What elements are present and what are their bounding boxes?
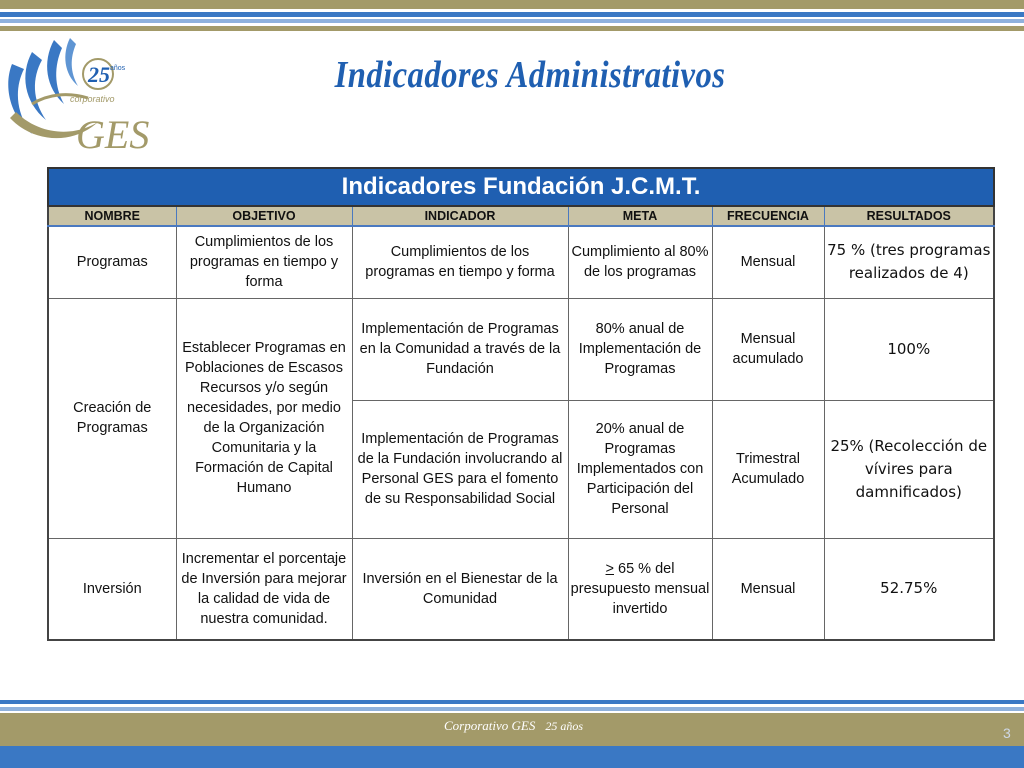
cell-resultados: 75 % (tres programas realizados de 4) — [824, 226, 994, 298]
column-header-resultados: RESULTADOS — [824, 206, 994, 226]
cell-resultados: 25% (Recolección de vívires para damnificados) — [824, 400, 994, 538]
cell-frecuencia: Trimestral Acumulado — [712, 400, 824, 538]
indicators-table-wrap — [47, 167, 993, 641]
column-header-indicador: INDICADOR — [352, 206, 568, 226]
table-header-row — [48, 206, 994, 226]
cell-frecuencia: Mensual acumulado — [712, 298, 824, 400]
cell-frecuencia: Mensual — [712, 226, 824, 298]
cell-meta: 20% anual de Programas Implementados con Participación del Personal — [568, 400, 712, 538]
bottom-decorative-band — [0, 700, 1024, 768]
page-number: 3 — [1003, 725, 1011, 741]
footer-anniversary: 25 años — [545, 719, 584, 733]
cell-resultados: 52.75% — [824, 538, 994, 640]
column-header-frecuencia: FRECUENCIA — [712, 206, 824, 226]
ges-logo — [2, 34, 150, 158]
cell-objetivo: Establecer Programas en Poblaciones de Escasos Recursos y/o según necesidades, por medio de la Organización Comunitaria y la Formación de Capital Humano — [176, 298, 352, 538]
cell-objetivo: Incrementar el porcentaje de Inversión para mejorar la calidad de vida de nuestra comunidad. — [176, 538, 352, 640]
logo-anos-text: años — [110, 65, 126, 72]
cell-indicador: Cumplimientos de los programas en tiempo y forma — [352, 226, 568, 298]
logo-ges-text: GES — [76, 112, 150, 157]
cell-indicador: Implementación de Programas de la Fundación involucrando al Personal GES para el fomento de su Responsabilidad Social — [352, 400, 568, 538]
cell-nombre: Inversión — [48, 538, 176, 640]
slide-title: Indicadores Administrativos — [334, 54, 726, 96]
cell-indicador: Implementación de Programas en la Comunidad a través de la Fundación — [352, 298, 568, 400]
cell-nombre: Programas — [48, 226, 176, 298]
column-header-nombre: NOMBRE — [48, 206, 176, 226]
column-header-objetivo: OBJETIVO — [176, 206, 352, 226]
cell-nombre: Creación de Programas — [48, 298, 176, 538]
greater-equal-symbol: > — [605, 560, 614, 577]
logo-corporativo-text: corporativo — [70, 94, 115, 104]
column-header-meta: META — [568, 206, 712, 226]
logo-25-text: 25 — [88, 62, 110, 87]
table-row-inversion — [48, 538, 994, 640]
meta-text: 65 % del presupuesto mensual invertido — [570, 560, 710, 617]
footer-brand-name: Corporativo GES — [444, 718, 536, 733]
table-row-programas — [48, 226, 994, 298]
cell-frecuencia: Mensual — [712, 538, 824, 640]
top-decorative-band — [0, 0, 1024, 38]
cell-resultados: 100% — [824, 298, 994, 400]
cell-meta: 80% anual de Implementación de Programas — [568, 298, 712, 400]
cell-meta: Cumplimiento al 80% de los programas — [568, 226, 712, 298]
table-row-creacion-a — [48, 298, 994, 400]
table-caption: Indicadores Fundación J.C.M.T. — [48, 168, 994, 206]
cell-objetivo: Cumplimientos de los programas en tiempo y forma — [176, 226, 352, 298]
indicators-table — [47, 167, 995, 641]
cell-meta — [568, 538, 712, 640]
cell-indicador: Inversión en el Bienestar de la Comunidad — [352, 538, 568, 640]
footer-brand — [444, 718, 583, 734]
